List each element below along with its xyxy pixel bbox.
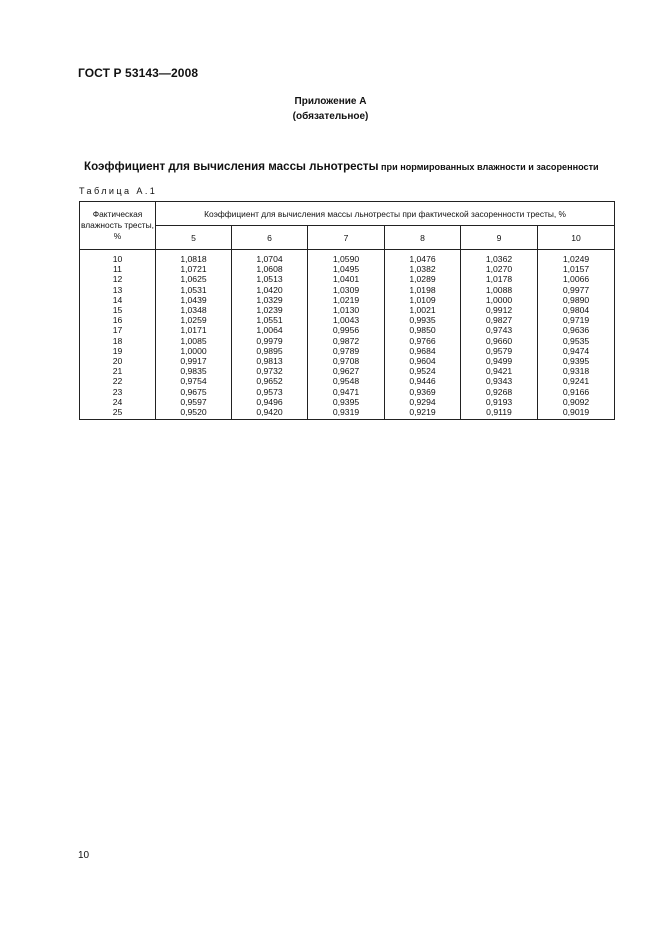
coefficient-cell: 0,9890 — [538, 295, 615, 305]
coefficient-cell: 1,0249 — [538, 250, 615, 265]
coefficient-cell: 0,9636 — [538, 325, 615, 335]
coefficient-cell: 1,0000 — [461, 295, 538, 305]
coefficient-cell: 0,9119 — [461, 407, 538, 420]
table-row — [80, 407, 615, 420]
coefficient-cell: 0,9548 — [308, 376, 385, 386]
coefficient-cell: 0,9496 — [232, 397, 308, 407]
column-header: 8 — [385, 226, 461, 250]
coefficient-cell: 0,9789 — [308, 346, 385, 356]
heading-suffix: при нормированных влажности и засоренности — [378, 162, 599, 172]
table-row — [80, 397, 615, 407]
coefficient-cell: 0,9627 — [308, 366, 385, 376]
coefficient-cell: 1,0198 — [385, 285, 461, 295]
coefficient-cell: 1,0171 — [156, 325, 232, 335]
coefficient-cell: 1,0085 — [156, 336, 232, 346]
coefficient-cell: 0,9604 — [385, 356, 461, 366]
table-row — [80, 285, 615, 295]
coefficient-cell: 1,0064 — [232, 325, 308, 335]
table-row — [80, 325, 615, 335]
moisture-cell: 21 — [80, 366, 156, 376]
moisture-cell: 19 — [80, 346, 156, 356]
column-header: 10 — [538, 226, 615, 250]
coefficient-cell: 0,9420 — [232, 407, 308, 420]
coefficient-cell: 1,0289 — [385, 274, 461, 284]
coefficient-cell: 0,9766 — [385, 336, 461, 346]
coefficient-cell: 0,9708 — [308, 356, 385, 366]
table-row — [80, 346, 615, 356]
moisture-cell: 16 — [80, 315, 156, 325]
column-header: 6 — [232, 226, 308, 250]
table-row — [80, 274, 615, 284]
row-header: Фактическая влажность тресты, % — [80, 202, 156, 250]
coefficient-cell: 1,0088 — [461, 285, 538, 295]
moisture-cell: 22 — [80, 376, 156, 386]
table-row — [80, 295, 615, 305]
table-row — [80, 366, 615, 376]
coefficient-cell: 1,0495 — [308, 264, 385, 274]
coefficient-cell: 1,0348 — [156, 305, 232, 315]
table-row — [80, 264, 615, 274]
moisture-cell: 20 — [80, 356, 156, 366]
coefficient-cell: 1,0130 — [308, 305, 385, 315]
coefficient-cell: 0,9652 — [232, 376, 308, 386]
table-label: Таблица А.1 — [79, 186, 158, 196]
coefficient-cell: 0,9684 — [385, 346, 461, 356]
coefficient-cell: 0,9804 — [538, 305, 615, 315]
coefficient-cell: 0,9813 — [232, 356, 308, 366]
coefficient-cell: 0,9660 — [461, 336, 538, 346]
coefficient-cell: 1,0401 — [308, 274, 385, 284]
appendix-type: (обязательное) — [292, 111, 369, 122]
table-row — [80, 315, 615, 325]
heading-main: Коэффициент для вычисления массы льнотресты — [84, 160, 379, 173]
coefficient-cell: 1,0109 — [385, 295, 461, 305]
coefficient-cell: 0,9219 — [385, 407, 461, 420]
coefficient-cell: 1,0219 — [308, 295, 385, 305]
coefficient-cell: 0,9935 — [385, 315, 461, 325]
coefficient-cell: 0,9956 — [308, 325, 385, 335]
coefficient-cell: 1,0704 — [232, 250, 308, 265]
coefficient-cell: 0,9573 — [232, 387, 308, 397]
table-body — [80, 250, 615, 420]
coefficient-cell: 0,9369 — [385, 387, 461, 397]
coefficient-cell: 0,9319 — [308, 407, 385, 420]
coefficient-cell: 1,0476 — [385, 250, 461, 265]
table-row — [80, 305, 615, 315]
coefficient-cell: 0,9827 — [461, 315, 538, 325]
coefficient-cell: 1,0259 — [156, 315, 232, 325]
moisture-cell: 10 — [80, 250, 156, 265]
table-row — [80, 387, 615, 397]
coefficient-cell: 0,9535 — [538, 336, 615, 346]
coefficient-cell: 0,9835 — [156, 366, 232, 376]
coefficient-cell: 0,9719 — [538, 315, 615, 325]
coefficient-cell: 1,0043 — [308, 315, 385, 325]
coefficient-cell: 1,0439 — [156, 295, 232, 305]
coefficient-cell: 0,9019 — [538, 407, 615, 420]
coefficient-cell: 1,0531 — [156, 285, 232, 295]
coefficient-cell: 0,9732 — [232, 366, 308, 376]
coefficient-cell: 0,9743 — [461, 325, 538, 335]
coefficient-cell: 0,9395 — [308, 397, 385, 407]
coefficient-cell: 0,9446 — [385, 376, 461, 386]
coefficient-cell: 0,9977 — [538, 285, 615, 295]
coefficient-cell: 0,9912 — [461, 305, 538, 315]
coefficient-cell: 0,9166 — [538, 387, 615, 397]
coefficient-cell: 0,9499 — [461, 356, 538, 366]
coefficient-cell: 1,0239 — [232, 305, 308, 315]
moisture-cell: 14 — [80, 295, 156, 305]
moisture-cell: 12 — [80, 274, 156, 284]
coefficient-cell: 0,9895 — [232, 346, 308, 356]
moisture-cell: 11 — [80, 264, 156, 274]
coefficient-cell: 0,9872 — [308, 336, 385, 346]
table-row — [80, 250, 615, 265]
coefficient-cell: 0,9294 — [385, 397, 461, 407]
coefficient-cell: 0,9471 — [308, 387, 385, 397]
coefficient-cell: 0,9268 — [461, 387, 538, 397]
coefficient-cell: 1,0551 — [232, 315, 308, 325]
table-row — [80, 356, 615, 366]
coefficient-cell: 0,9917 — [156, 356, 232, 366]
coefficient-cell: 1,0178 — [461, 274, 538, 284]
table-row — [80, 376, 615, 386]
column-header: 7 — [308, 226, 385, 250]
coefficient-cell: 1,0329 — [232, 295, 308, 305]
coefficient-cell: 0,9343 — [461, 376, 538, 386]
coefficient-cell: 0,9395 — [538, 356, 615, 366]
column-header: 5 — [156, 226, 232, 250]
appendix-title: Приложение А — [294, 96, 367, 107]
coefficient-cell: 0,9597 — [156, 397, 232, 407]
coefficient-cell: 1,0625 — [156, 274, 232, 284]
coefficient-cell: 1,0608 — [232, 264, 308, 274]
group-header: Коэффициент для вычисления массы льнотресты при фактической засоренности тресты, % — [156, 202, 615, 226]
coefficient-cell: 1,0066 — [538, 274, 615, 284]
coefficient-cell: 1,0382 — [385, 264, 461, 274]
coefficient-cell: 1,0270 — [461, 264, 538, 274]
coefficient-cell: 1,0721 — [156, 264, 232, 274]
section-heading — [84, 157, 599, 175]
table-row — [80, 336, 615, 346]
moisture-cell: 17 — [80, 325, 156, 335]
coefficient-cell: 1,0157 — [538, 264, 615, 274]
moisture-cell: 18 — [80, 336, 156, 346]
coefficient-cell: 0,9979 — [232, 336, 308, 346]
coefficient-cell: 0,9520 — [156, 407, 232, 420]
column-number-row — [80, 226, 615, 250]
coefficient-cell: 0,9754 — [156, 376, 232, 386]
coefficient-cell: 1,0362 — [461, 250, 538, 265]
moisture-cell: 25 — [80, 407, 156, 420]
coefficient-cell: 1,0420 — [232, 285, 308, 295]
moisture-cell: 24 — [80, 397, 156, 407]
coefficient-cell: 1,0818 — [156, 250, 232, 265]
column-header: 9 — [461, 226, 538, 250]
coefficient-table — [79, 201, 615, 420]
moisture-cell: 23 — [80, 387, 156, 397]
moisture-cell: 13 — [80, 285, 156, 295]
standard-code: ГОСТ Р 53143—2008 — [78, 66, 199, 80]
coefficient-cell: 0,9579 — [461, 346, 538, 356]
coefficient-cell: 1,0021 — [385, 305, 461, 315]
coefficient-cell: 0,9092 — [538, 397, 615, 407]
coefficient-cell: 1,0513 — [232, 274, 308, 284]
coefficient-cell: 0,9421 — [461, 366, 538, 376]
coefficient-cell: 1,0000 — [156, 346, 232, 356]
coefficient-cell: 0,9850 — [385, 325, 461, 335]
coefficient-cell: 0,9474 — [538, 346, 615, 356]
coefficient-cell: 0,9524 — [385, 366, 461, 376]
page-number: 10 — [78, 850, 90, 861]
coefficient-cell: 0,9675 — [156, 387, 232, 397]
coefficient-cell: 1,0309 — [308, 285, 385, 295]
coefficient-cell: 0,9241 — [538, 376, 615, 386]
coefficient-cell: 1,0590 — [308, 250, 385, 265]
coefficient-cell: 0,9318 — [538, 366, 615, 376]
coefficient-cell: 0,9193 — [461, 397, 538, 407]
moisture-cell: 15 — [80, 305, 156, 315]
